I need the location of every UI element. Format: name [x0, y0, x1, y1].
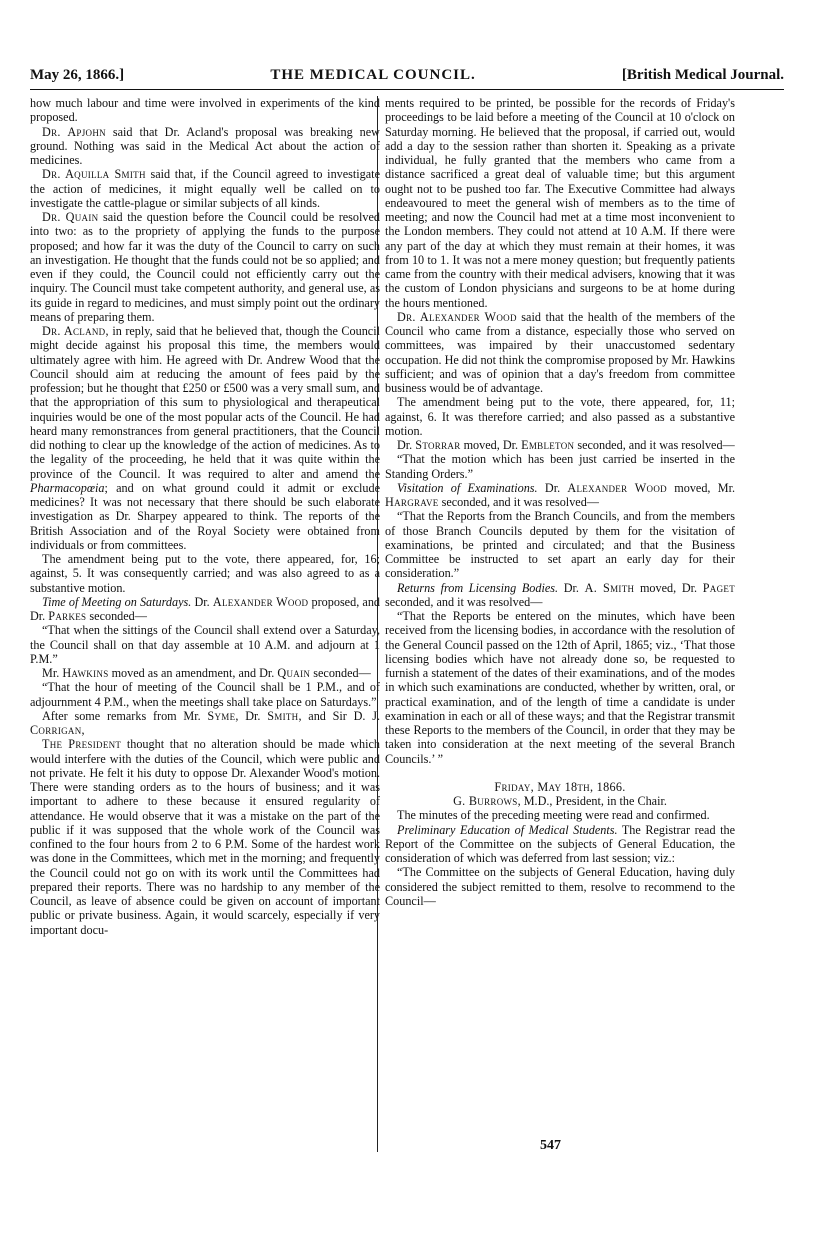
paragraph: Dr. Storrar moved, Dr. Embleton seconded, and it was resolved—	[397, 438, 735, 452]
header-rule	[30, 89, 784, 90]
header-title: THE MEDICAL COUNCIL.	[270, 67, 476, 83]
section-paragraph: Visitation of Examinations. Dr. Alexander Wood moved, Mr. Hargrave seconded, and it was resolved—	[385, 480, 736, 509]
spacer	[385, 766, 735, 780]
resolution-quote: “That the Reports be entered on the minutes, which have been received from the licensing bodies, in accordance with the resolution of the General Council passed on the 12th of April, 1865; viz., ‘That those licensing bodies which have not already done so, be requested to furnish a statement of the dates of their examinations, and of the modes in which such examinations are conducted, whether by written, oral, or practical examination, and of the length of time a candidate is under examination in each or all of these ways; and that the Registrar transmit these Reports to the members of the Council, in order that they may be taken into consideration at the next meeting of the several Branch Councils.’ ”	[385, 609, 735, 766]
speaker-name: Dr. Acland,	[42, 324, 109, 338]
column-divider	[377, 96, 378, 1152]
paragraph: The amendment being put to the vote, there appeared, for, 11; against, 6. It was therefore carried; and also passed as a substantive motion.	[385, 395, 735, 438]
paragraph: Mr. Hawkins moved as an amendment, and Dr. Quain seconded—	[42, 666, 371, 680]
speaker-name: The President	[42, 737, 122, 752]
paragraph: Dr. Quain said the question before the Council could be resolved into two: as to the propriety of applying the funds to the purpose proposed; and how far it was the duty of the Council to carry on such an investigation. He thought that the funds could not be so applied; and even if they could, the Council could not efficiently carry out the inquiry. The Council must take competent authority, and general use, as its guide in regard to medicines, and must simply point out the ordinary means of preparing them.	[30, 210, 380, 324]
running-header	[30, 62, 784, 84]
speaker-name: Dr. Alexander Wood	[397, 309, 517, 324]
section-paragraph: Time of Meeting on Saturdays. Dr. Alexander Wood proposed, and Dr. Parkes seconded—	[30, 594, 381, 623]
resolution-quote: “That when the sittings of the Council shall extend over a Saturday, the Council shall on that day assemble at 10 A.M. and adjourn at 1 P.M.”	[30, 623, 380, 666]
section-title: Time of Meeting on Saturdays.	[42, 594, 192, 609]
paragraph: The President thought that no alteration should be made which would interfere with the duties of the Council, which were public and not private. He felt it his duty to oppose Dr. Alexander Wood's motion. There were standing orders as to the hours of business; and it was important to adhere to these because it ensured regularity of attendance. He would observe that it was a mistake on the part of the public if it was supposed that the whole work of the Council was confined to the four hours from 2 to 6 P.M. Some of the hardest work was done in the Committees, which met in the morning; and frequently the Council could not go on with its work until the Committees had prepared their reports. There was no hardship to any member of the Council, as leave of absence could be given on account of important public or private business. Again, it would scarcely, especially if very important docu-	[30, 737, 381, 937]
day-heading: Friday, May 18th, 1866.	[494, 779, 626, 794]
section-title: Preliminary Education of Medical Students.	[397, 822, 618, 837]
header-journal: [British Medical Journal.	[621, 67, 784, 83]
resolution-quote: “That the Reports from the Branch Councils, and from the members of those Branch Councils deputed by them for the visitation of examinations, be printed and circulated; and that the Business Committee be instructed to set apart an early day for their consideration.”	[385, 509, 735, 581]
paragraph: ments required to be printed, be possible for the records of Friday's proceedings to be laid before a meeting of the Council at 10 o'clock on Saturday morning. He believed that the proposal, if carried out, would add a day to the session rather than shorten it. Speaking as a private individual, he fully granted that the members who came from a distance sacrificed a great deal of valuable time; but this argument ought not to be pushed too far. The Executive Committee had always endeavoured to meet the general wish of members as to the time of meeting; and now the Council had met at a time most inconvenient to the London members. They could not attend at 10 A.M. If there were any part of the day at which they must remain at their homes, it was from 10 to 1. It was not a mere money question; but frequently patients came from the country with their medical advisers, knowing that it was the custom of London physicians and surgeons to be at home during the hours mentioned.	[385, 96, 735, 310]
paragraph: The minutes of the preceding meeting were read and confirmed.	[397, 808, 710, 823]
paragraph: Dr. Aquilla Smith said that, if the Council agreed to investigate the action of medicines, it might equally well be called on to investigate the cattle-plague or similar subjects of all kinds.	[30, 167, 380, 210]
section-paragraph: Returns from Licensing Bodies. Dr. A. Smith moved, Dr. Paget seconded, and it was resolved—	[385, 580, 735, 609]
section-paragraph: Preliminary Education of Medical Students. The Registrar read the Report of the Committee on the subjects of General Education, the consideration of which was deferred from last session; viz.:	[385, 822, 735, 865]
paragraph: Dr. Acland, in reply, said that he believed that, though the Council might decide against his proposal this time, the members would ultimately agree with him. He agreed with Dr. Andrew Wood that the Council should aim at reducing the amount of fees paid by the profession; but he thought that £250 or £500 was a very small sum, and that the appropriation of this sum to physiological and therapeutical inquiries would be one of the most popular acts of the Council. He had heard many remonstrances from general practitioners, that the Council did nothing to clear up the knowledge of the action of medicines. As to the legality of the proceeding, he held that it was quite within the province of the Council. It was required to alter and amend the Pharmacopœia; and on what ground could it admit or exclude medicines? It was not necessary that there should be such elaborate investigation as Dr. Sharpey appeared to think. The reports of the British Association and of the Royal Society were obtained from individuals or from committees.	[30, 324, 380, 552]
paragraph: The amendment being put to the vote, there appeared, for, 16; against, 5. It was consequently carried; and was also agreed to as a substantive motion.	[30, 552, 380, 595]
resolution-quote: “The Committee on the subjects of General Education, having duly considered the subject remitted to them, resolve to recommend to the Council—	[385, 865, 735, 908]
chair-line: G. Burrows, M.D., President, in the Chair.	[453, 794, 667, 808]
paragraph: Dr. Alexander Wood said that the health of the members of the Council who came from a distance, especially those who served on committees, was impaired by their unaccustomed sedentary occupation. He did not think the compromise proposed by Mr. Hawkins sufficient; and was of opinion that a day's freedom from committee business would be of advantage.	[385, 309, 735, 395]
speaker-name: Dr. Quain	[42, 210, 99, 224]
page-number: 547	[540, 1138, 561, 1153]
right-column	[385, 96, 735, 908]
speaker-name: Dr. Aquilla Smith	[42, 167, 146, 182]
resolution-quote: “That the hour of meeting of the Council shall be 1 P.M., and of adjournment 4 P.M., when the meetings shall take place on Saturdays.”	[30, 680, 380, 709]
paragraph: Dr. Apjohn said that Dr. Acland's proposal was breaking new ground. Nothing was said in the Medical Act about the action of medicines.	[30, 124, 380, 167]
left-column	[30, 96, 380, 937]
paragraph: how much labour and time were involved in experiments of the kind proposed.	[30, 96, 380, 125]
speaker-name: Dr. Apjohn	[42, 124, 106, 139]
paragraph: After some remarks from Mr. Syme, Dr. Smith, and Sir D. J. Corrigan,	[30, 708, 381, 737]
section-title: Returns from Licensing Bodies.	[397, 580, 559, 595]
resolution-quote: “That the motion which has been just carried be inserted in the Standing Orders.”	[385, 452, 735, 481]
header-date: May 26, 1866.]	[30, 67, 125, 83]
section-title: Visitation of Examinations.	[397, 480, 538, 495]
